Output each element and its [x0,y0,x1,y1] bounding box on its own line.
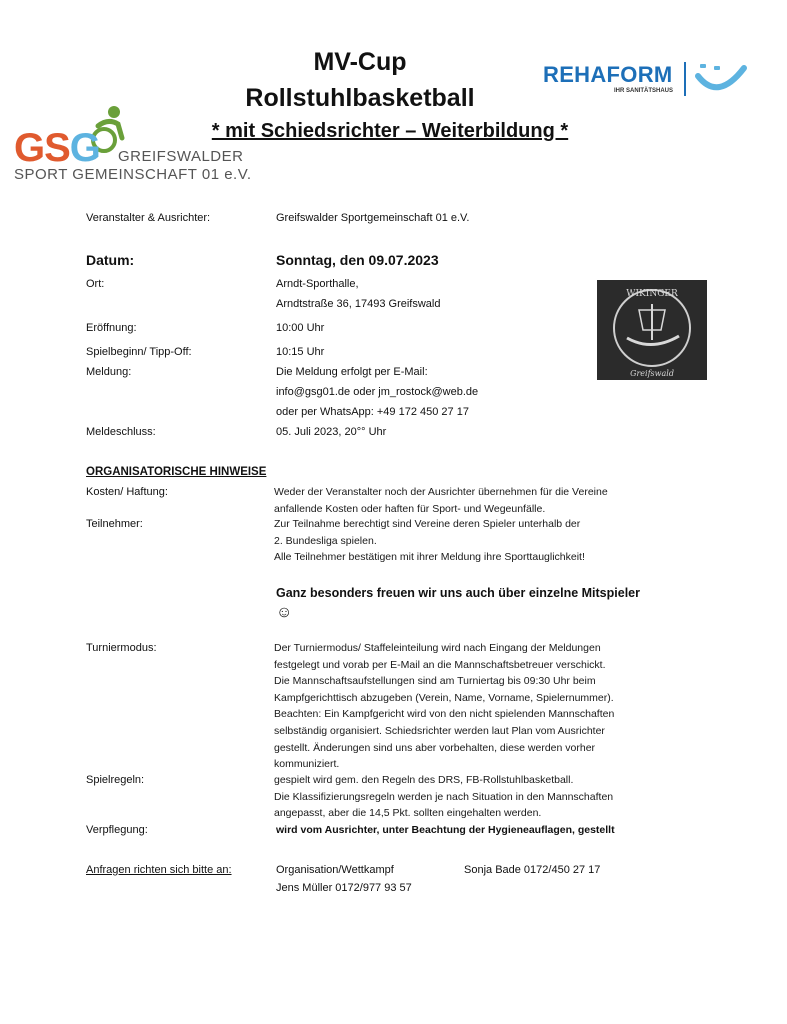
meldung-label: Meldung: [86,366,132,378]
teilnehmer-label: Teilnehmer: [86,518,143,530]
meldung-value-1: Die Meldung erfolgt per E-Mail: [276,366,428,378]
wikinger-bottom-text: Greifswald [630,369,674,378]
title-rollstuhlbasketball: Rollstuhlbasketball [245,84,475,112]
wikinger-top-text: WIKINGER [626,289,678,299]
wikinger-emblem [597,280,707,380]
smile-logo-icon [690,58,748,98]
verpflegung-label: Verpflegung: [86,824,148,836]
turnier-label: Turniermodus: [86,642,157,654]
kosten-value: Weder der Veranstalter noch der Ausrichter übernehmen für die Vereine anfallende Kosten oder haften für Sport- und Wegeunfälle. [274,486,608,515]
smiley-icon: ☺ [276,604,293,621]
contact-label: Anfragen richten sich bitte an: [86,864,232,876]
wikinger-ship-icon [597,280,707,380]
eroeffnung-value: 10:00 Uhr [276,322,325,334]
eroeffnung-label: Eröffnung: [86,322,137,334]
title-mv-cup: MV-Cup [313,48,407,76]
teilnehmer-value: Zur Teilnahme berechtigt sind Vereine deren Spieler unterhalb der 2. Bundesliga spielen. Alle Teilnehmer bestätigen mit ihrer Meldung ihre Sporttauglichkeit! [274,518,585,564]
turnier-value: Der Turniermodus/ Staffeleinteilung wird nach Eingang der Meldungen festgelegt und vorab per E-Mail an die Mannschaftsbetreuer verschickt. Die Mannschaftsaufstellungen sind am Turniertag bis 09:30 Uhr beim Kampfgerichttisch abzugeben (Verein, Name, Vorname, Spielernummer). Beachten: Ein Kampfgericht wird von den nicht spielenden Mannschaften selbständig organisiert. Schiedsrichter werden laut Plan vom Ausrichter gestellt. Änderungen sind uns aber vorbehalten, diese werden vorher kommuniziert. [274,642,615,771]
kosten-label: Kosten/ Haftung: [86,486,168,498]
spielregeln-value: gespielt wird gem. den Regeln des DRS, FB-Rollstuhlbasketball. Die Klassifizierungsregeln werden je nach Situation in den Mannschaften angepasst, aber die 14,5 Pkt. sollten eingehalten werden. [274,774,614,820]
spielbeginn-label: Spielbeginn/ Tipp-Off: [86,346,192,358]
rehaform-divider [684,62,686,96]
gsg-letters: GSG [14,126,100,170]
datum-label: Datum: [86,252,135,268]
contact-person-2: Jens Müller 0172/977 93 57 [276,882,412,894]
rehaform-subtitle: IHR SANITÄTSHAUS [614,88,674,94]
mitspieler-text: Ganz besonders freuen wir uns auch über einzelne Mitspieler [276,586,640,600]
gsg-line1: GREIFSWALDER [118,148,244,165]
ort-label: Ort: [86,278,105,290]
ort-value-1: Arndt-Sporthalle, [276,278,359,290]
title-weiterbildung: * mit Schiedsrichter – Weiterbildung * [211,120,569,142]
meldung-value-3: oder per WhatsApp: +49 172 450 27 17 [276,406,469,418]
gsg-line2: SPORT GEMEINSCHAFT 01 e.V. [14,166,252,183]
veranstalter-value: Greifswalder Sportgemeinschaft 01 e.V. [276,212,470,224]
meldung-value-2: info@gsg01.de oder jm_rostock@web.de [276,386,479,398]
ort-value-2: Arndtstraße 36, 17493 Greifswald [276,298,441,310]
meldeschluss-value: 05. Juli 2023, 20°° Uhr [276,426,387,438]
veranstalter-label: Veranstalter & Ausrichter: [86,212,211,224]
datum-value: Sonntag, den 09.07.2023 [276,252,439,268]
spielbeginn-value: 10:15 Uhr [276,346,325,358]
verpflegung-value: wird vom Ausrichter, unter Beachtung der Hygieneauflagen, gestellt [276,824,615,836]
contact-role: Organisation/Wettkampf [276,864,394,876]
meldeschluss-label: Meldeschluss: [86,426,156,438]
contact-person-1: Sonja Bade 0172/450 27 17 [464,864,601,876]
spielregeln-label: Spielregeln: [86,774,145,786]
org-heading: ORGANISATORISCHE HINWEISE [86,466,267,478]
rehaform-logo-text: REHAFORM [543,62,673,87]
